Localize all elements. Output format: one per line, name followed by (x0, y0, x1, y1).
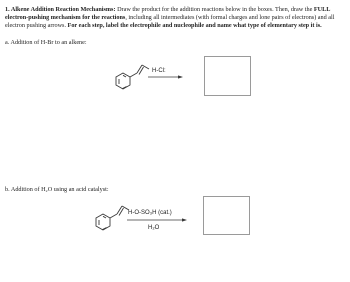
instructions-text-2: , including all intermediates (with formal charges and lone pairs of electrons) and all electron pushing arrows. (5, 14, 335, 30)
instructions-text-1: Draw the product for the addition reactions below in the boxes. Then, draw the (115, 6, 314, 13)
reaction-arrow-a (148, 75, 183, 78)
instructions-bold-1: FULL electron-pushing mechanism for the reactions (5, 6, 331, 22)
instructions-bold-2: For each step, label the electrophile and nucleophile and name what type of elementary step it is. (67, 22, 322, 30)
reagent-sulfuric-acid: H-O-SO₃H (cat.) (128, 210, 172, 216)
reagent-hcl: H-Cl: (152, 68, 166, 74)
reaction-arrow-b (127, 218, 187, 221)
answer-box-a[interactable] (204, 56, 251, 96)
alkene-structure-b (96, 206, 129, 230)
alkene-structure-a (116, 65, 149, 89)
part-a-label: a. Addition of H-Br to an alkene: (5, 39, 87, 46)
part-b-label: b. Addition of H₂O using an acid catalyst: (5, 186, 109, 193)
reagent-water: H₂O (148, 225, 160, 231)
answer-box-b[interactable] (203, 196, 250, 235)
problem-heading: 1. Alkene Addition Reaction Mechanisms: (5, 6, 116, 13)
